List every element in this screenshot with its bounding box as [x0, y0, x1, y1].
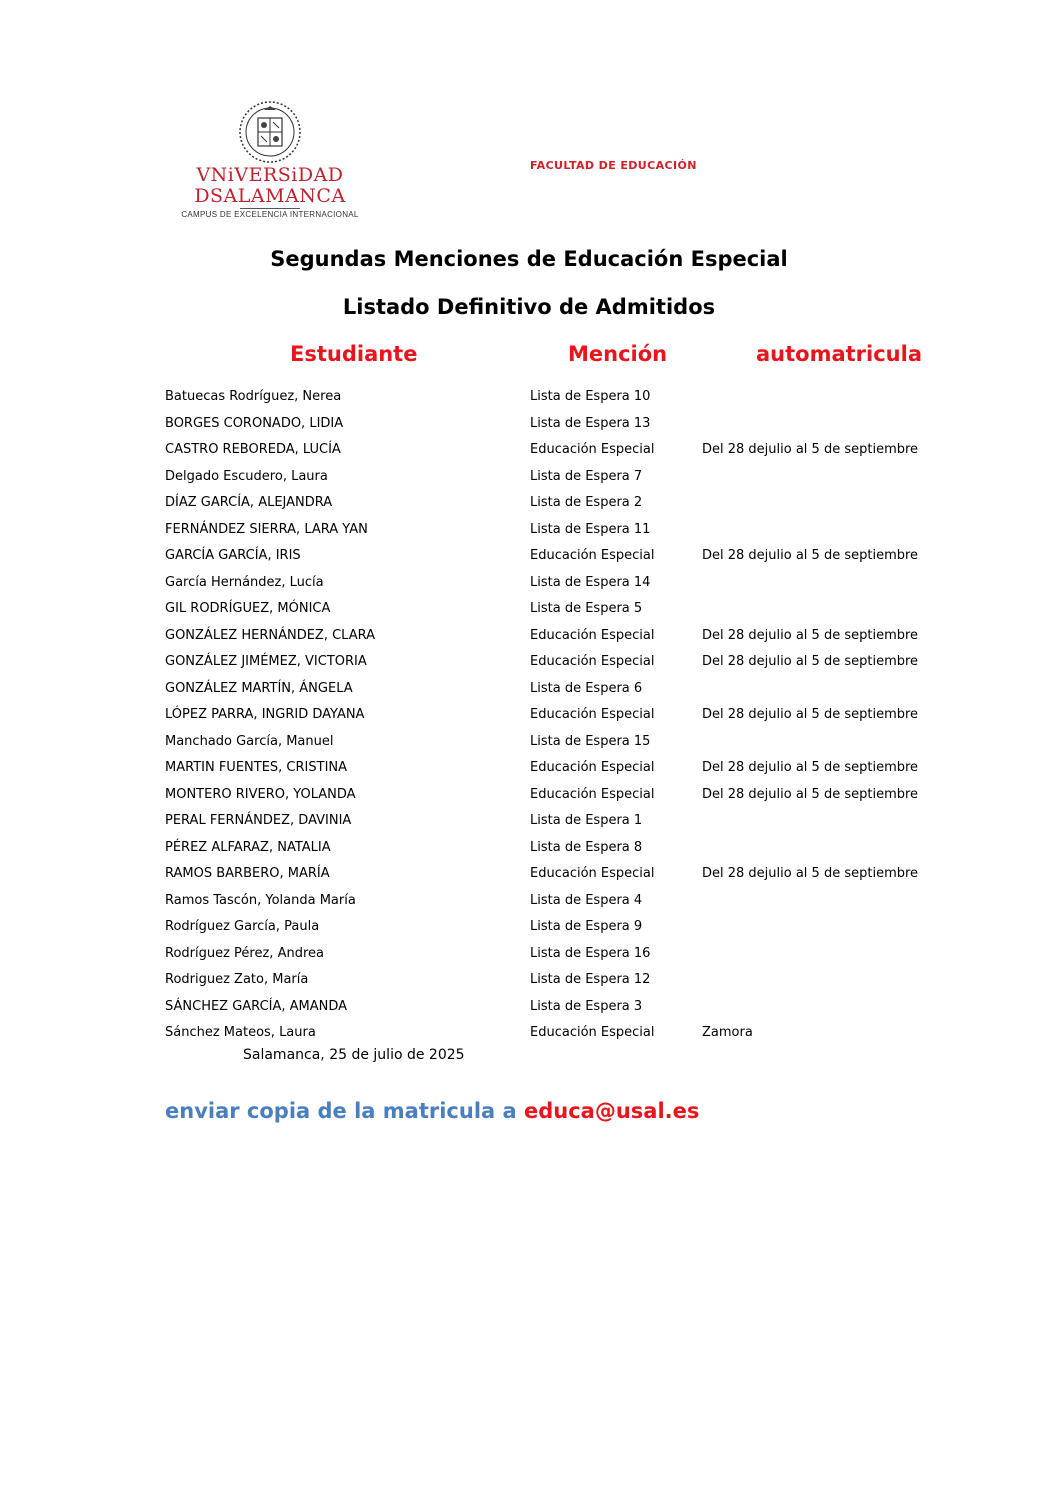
table-row: [165, 914, 925, 941]
mencion-value: Lista de Espera 9: [530, 919, 643, 934]
mencion-value: Lista de Espera 15: [530, 733, 651, 749]
student-name: FERNÁNDEZ SIERRA, LARA YAN: [165, 521, 368, 537]
table-row: [165, 464, 925, 491]
mencion-value: Educación Especial: [530, 707, 655, 722]
student-name: Batuecas Rodríguez, Nerea: [165, 389, 342, 404]
mencion-value: Educación Especial: [530, 1025, 655, 1040]
mencion-value: Lista de Espera 4: [530, 892, 643, 908]
table-row: [165, 543, 925, 570]
table-row: [165, 570, 925, 597]
student-name: CASTRO REBOREDA, LUCÍA: [165, 442, 341, 457]
divider: [240, 208, 300, 209]
table-row: [165, 888, 925, 915]
student-name: Rodríguez Pérez, Andrea: [165, 945, 324, 961]
student-name: GONZÁLEZ MARTÍN, ÁNGELA: [165, 680, 353, 696]
mencion-value: Educación Especial: [530, 548, 655, 563]
student-name: GIL RODRÍGUEZ, MÓNICA: [165, 601, 331, 616]
table-row: [165, 835, 925, 862]
contact-email-link[interactable]: educa@usal.es: [523, 1099, 700, 1123]
student-name: BORGES CORONADO, LIDIA: [165, 415, 344, 431]
automatricula-value: Del 28 dejulio al 5 de septiembre: [702, 707, 919, 722]
table-row: [165, 941, 925, 968]
mencion-value: Lista de Espera 14: [530, 574, 651, 590]
mencion-value: Educación Especial: [530, 760, 655, 775]
mencion-value: Lista de Espera 11: [530, 521, 651, 537]
mencion-value: Lista de Espera 8: [530, 839, 643, 855]
student-name: GARCÍA GARCÍA, IRIS: [165, 548, 301, 563]
table-row: [165, 702, 925, 729]
student-name: RAMOS BARBERO, MARÍA: [165, 866, 330, 881]
student-name: Manchado García, Manuel: [165, 733, 334, 749]
student-name: MONTERO RIVERO, YOLANDA: [165, 786, 356, 802]
table-row: [165, 1020, 925, 1047]
table-row: [165, 490, 925, 517]
table-row: [165, 437, 925, 464]
student-name: SÁNCHEZ GARCÍA, AMANDA: [165, 998, 348, 1014]
student-name: PERAL FERNÁNDEZ, DAVINIA: [165, 813, 352, 828]
student-name: Rodríguez García, Paula: [165, 919, 320, 934]
campus-tagline: CAMPUS DE EXCELENCIA INTERNACIONAL: [181, 210, 359, 219]
table-row: [165, 755, 925, 782]
student-name: MARTIN FUENTES, CRISTINA: [165, 760, 348, 775]
table-row: [165, 994, 925, 1021]
automatricula-value: Del 28 dejulio al 5 de septiembre: [702, 442, 919, 457]
student-name: Ramos Tascón, Yolanda María: [165, 892, 356, 908]
column-header-mencion: Mención: [568, 342, 668, 366]
student-name: GONZÁLEZ HERNÁNDEZ, CLARA: [165, 627, 375, 643]
mencion-value: Lista de Espera 2: [530, 495, 643, 510]
automatricula-value: Del 28 dejulio al 5 de septiembre: [702, 548, 919, 563]
mencion-value: Lista de Espera 6: [530, 680, 643, 696]
page-title: Segundas Menciones de Educación Especial: [270, 247, 788, 271]
table-row: [165, 384, 925, 411]
university-name-line1: VNiVERSiDAD: [196, 164, 344, 186]
column-header-automatricula: automatricula: [756, 342, 923, 366]
automatricula-value: Zamora: [702, 1025, 753, 1040]
page-subtitle: Listado Definitivo de Admitidos: [342, 295, 716, 319]
mencion-value: Educación Especial: [530, 786, 655, 802]
footer-instruction: enviar copia de la matricula a: [165, 1099, 524, 1123]
table-row: [165, 649, 925, 676]
student-name: Sánchez Mateos, Laura: [165, 1025, 316, 1040]
table-row: [165, 411, 925, 438]
student-name: PÉREZ ALFARAZ, NATALIA: [165, 839, 331, 855]
automatricula-value: Del 28 dejulio al 5 de septiembre: [702, 627, 919, 643]
automatricula-value: Del 28 dejulio al 5 de septiembre: [702, 866, 919, 881]
table-row: [165, 967, 925, 994]
university-name-line2: DSALAMANCA: [194, 185, 346, 207]
document-date: Salamanca, 25 de julio de 2025: [243, 1047, 465, 1063]
faculty-name: FACULTAD DE EDUCACIÓN: [530, 159, 697, 172]
student-name: DÍAZ GARCÍA, ALEJANDRA: [165, 495, 333, 510]
student-name: Delgado Escudero, Laura: [165, 468, 328, 484]
mencion-value: Educación Especial: [530, 627, 655, 643]
table-row: [165, 808, 925, 835]
student-name: GONZÁLEZ JIMÉMEZ, VICTORIA: [165, 654, 367, 669]
mencion-value: Lista de Espera 16: [530, 945, 651, 961]
table-row: [165, 861, 925, 888]
admitted-list: [165, 384, 925, 1047]
mencion-value: Educación Especial: [530, 654, 655, 669]
table-row: [165, 596, 925, 623]
mencion-value: Lista de Espera 5: [530, 601, 643, 616]
student-name: Rodriguez Zato, María: [165, 972, 309, 987]
automatricula-value: Del 28 dejulio al 5 de septiembre: [702, 786, 919, 802]
student-name: LÓPEZ PARRA, INGRID DAYANA: [165, 707, 365, 722]
automatricula-value: Del 28 dejulio al 5 de septiembre: [702, 760, 919, 775]
mencion-value: Educación Especial: [530, 866, 655, 881]
mencion-value: Lista de Espera 1: [530, 813, 643, 828]
table-row: [165, 729, 925, 756]
mencion-value: Lista de Espera 13: [530, 415, 651, 431]
automatricula-value: Del 28 dejulio al 5 de septiembre: [702, 654, 919, 669]
table-row: [165, 623, 925, 650]
table-row: [165, 782, 925, 809]
mencion-value: Lista de Espera 7: [530, 468, 643, 484]
table-row: [165, 676, 925, 703]
mencion-value: Lista de Espera 3: [530, 998, 643, 1014]
footer-note: [165, 1099, 699, 1123]
column-header-student: Estudiante: [290, 342, 418, 366]
seal-icon: [230, 100, 310, 164]
student-name: García Hernández, Lucía: [165, 574, 324, 590]
table-row: [165, 517, 925, 544]
mencion-value: Lista de Espera 12: [530, 972, 651, 987]
mencion-value: Lista de Espera 10: [530, 389, 651, 404]
mencion-value: Educación Especial: [530, 442, 655, 457]
university-logo: [180, 100, 360, 225]
